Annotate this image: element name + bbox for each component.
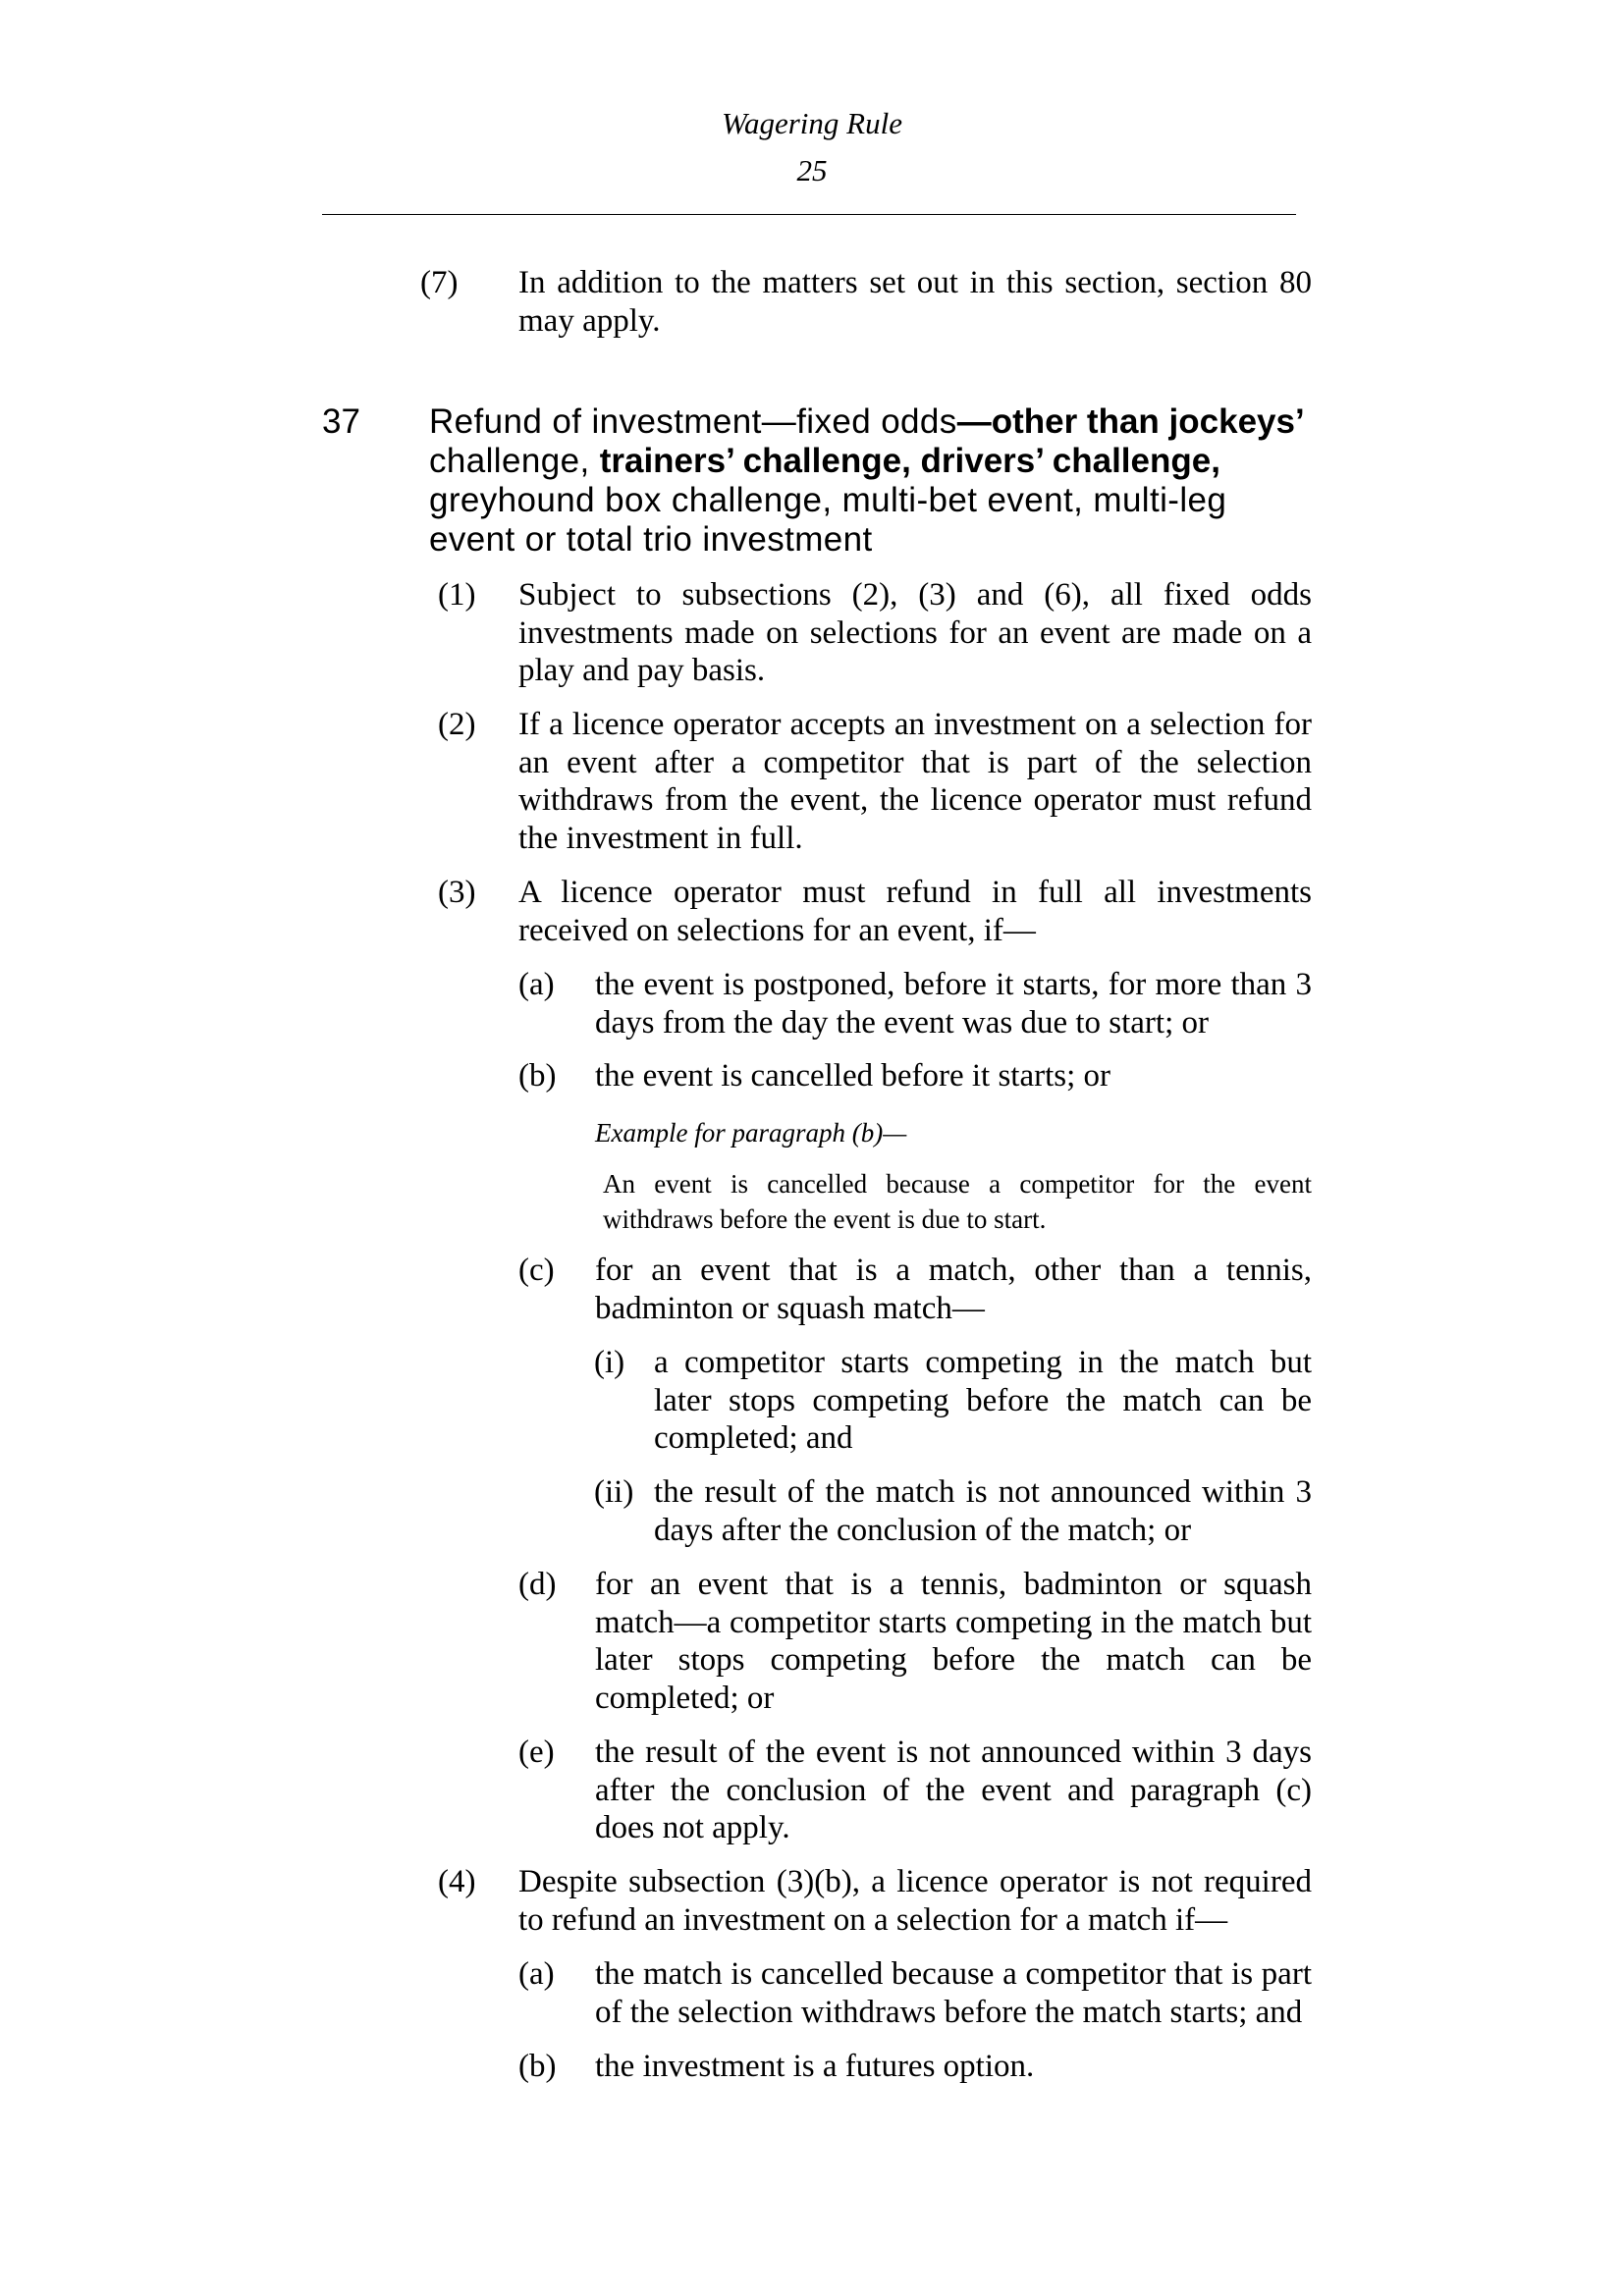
subsection-1-text: Subject to subsections (2), (3) and (6), all fixed odds investments made on selections for an event are made on a play and pay basis. [518, 577, 1312, 688]
section-number: 37 [322, 402, 360, 441]
subsection-3-number: (3) [438, 875, 476, 910]
subparagraph-3ci-text: a competitor starts competing in the match but later stops competing before the match can be completed; and [654, 1345, 1312, 1456]
paragraph-4b-number: (b) [518, 2049, 557, 2084]
paragraph-3d-text: for an event that is a tennis, badminton or squash match—a competitor starts competing in the match but later stops competing before the match can be completed; or [595, 1567, 1312, 1716]
paragraph-3d-number: (d) [518, 1567, 557, 1602]
section-heading-part-3: challenge, [429, 442, 600, 480]
section-heading-part-1: Refund of investment—fixed odds [429, 402, 957, 441]
subparagraph-3cii-text: the result of the match is not announced within 3 days after the conclusion of the match; or [654, 1474, 1312, 1548]
subsection-7-text: In addition to the matters set out in this section, section 80 may apply. [518, 265, 1312, 339]
subsection-3-text: A licence operator must refund in full all investments received on selections for an event, if— [518, 875, 1312, 948]
paragraph-3b-text: the event is cancelled before it starts; or [595, 1058, 1111, 1094]
paragraph-3a-number: (a) [518, 967, 555, 1002]
paragraph-3b-number: (b) [518, 1058, 557, 1094]
paragraph-3e-text: the result of the event is not announced within 3 days after the conclusion of the event and paragraph (c) does not apply. [595, 1735, 1312, 1845]
paragraph-4a-text: the match is cancelled because a competitor that is part of the selection withdraws before the match starts; and [595, 1956, 1312, 2030]
paragraph-3e-number: (e) [518, 1735, 555, 1770]
subparagraph-3ci-number: (i) [594, 1345, 625, 1380]
paragraph-3a-text: the event is postponed, before it starts, for more than 3 days from the day the event was due to start; or [595, 967, 1312, 1041]
paragraph-3c-text: for an event that is a match, other than a tennis, badminton or squash match— [595, 1253, 1312, 1326]
subsection-7-number: (7) [420, 265, 459, 300]
header-rule [322, 214, 1296, 215]
paragraph-4b-text: the investment is a futures option. [595, 2049, 1035, 2084]
subsection-2-number: (2) [438, 707, 476, 742]
paragraph-3c-number: (c) [518, 1253, 555, 1288]
section-heading-part-4: trainers’ challenge, drivers’ challenge, [599, 442, 1220, 480]
subsection-1-number: (1) [438, 577, 476, 613]
example-text: An event is cancelled because a competitor for the event withdraws before the event is due to start. [603, 1169, 1312, 1234]
section-heading-part-5: greyhound box challenge, multi-bet event, multi-leg event or total trio investment [429, 481, 1227, 559]
section-heading-part-2: —other than jockeys’ [956, 402, 1305, 441]
subsection-4-number: (4) [438, 1864, 476, 1899]
example-heading: Example for paragraph (b)— [595, 1118, 907, 1148]
section-heading [429, 402, 1313, 560]
subparagraph-3cii-number: (ii) [594, 1474, 634, 1510]
subsection-4-text: Despite subsection (3)(b), a licence operator is not required to refund an investment on a selection for a match if— [518, 1864, 1312, 1938]
paragraph-4a-number: (a) [518, 1956, 555, 1992]
page-number: 25 [796, 153, 828, 187]
subsection-2-text: If a licence operator accepts an investment on a selection for an event after a competitor that is part of the selection withdraws from the event, the licence operator must refund the investment in full. [518, 707, 1312, 856]
running-header-title: Wagering Rule [722, 106, 902, 140]
